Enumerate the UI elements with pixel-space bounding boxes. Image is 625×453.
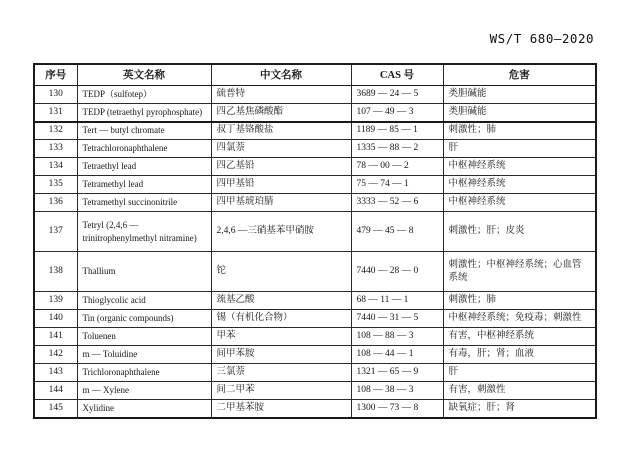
cas-number-cell: 7440 — 31 — 5 [351, 310, 443, 328]
table-row [34, 212, 596, 252]
serial-number-cell: 130 [34, 86, 77, 104]
cas-number-cell: 1335 — 88 — 2 [351, 140, 443, 158]
serial-number-cell: 133 [34, 140, 77, 158]
cas-number-cell: 68 — 11 — 1 [351, 292, 443, 310]
table-row [34, 328, 596, 346]
cas-number-cell: 3333 — 52 — 6 [351, 194, 443, 212]
cas-number-cell: 75 — 74 — 1 [351, 176, 443, 194]
hazard-cell: 缺氧症；肝；肾 [443, 400, 596, 418]
english-name-cell: Tetrachloronaphthalene [77, 140, 211, 158]
header-hazard: 危害 [443, 64, 596, 86]
table-row [34, 292, 596, 310]
serial-number-cell: 142 [34, 346, 77, 364]
serial-number-cell: 131 [34, 104, 77, 122]
table-row [34, 252, 596, 292]
chinese-name-cell: 四甲基琥珀腈 [211, 194, 351, 212]
cas-number-cell: 108 — 88 — 3 [351, 328, 443, 346]
english-name-cell: m — Xylene [77, 382, 211, 400]
header-english-name: 英文名称 [77, 64, 211, 86]
table-row [34, 346, 596, 364]
english-name-cell: Toluenen [77, 328, 211, 346]
serial-number-cell: 137 [34, 212, 77, 252]
cas-number-cell: 7440 — 28 — 0 [351, 252, 443, 292]
chinese-name-cell: 四乙基焦磷酸酯 [211, 104, 351, 122]
english-name-cell: Tetryl (2,4,6 — trinitrophenylmethyl nitramine) [77, 212, 211, 252]
serial-number-cell: 136 [34, 194, 77, 212]
hazard-cell: 刺激性；肺 [443, 122, 596, 140]
chinese-name-cell: 硫普特 [211, 86, 351, 104]
serial-number-cell: 145 [34, 400, 77, 418]
serial-number-cell: 132 [34, 122, 77, 140]
chinese-name-cell: 间二甲苯 [211, 382, 351, 400]
chinese-name-cell: 四甲基铅 [211, 176, 351, 194]
hazard-cell: 有害，刺激性 [443, 382, 596, 400]
table-row [34, 122, 596, 140]
english-name-cell: Tetraethyl lead [77, 158, 211, 176]
english-name-cell: Trichloronaphthalene [77, 364, 211, 382]
hazard-cell: 肝 [443, 364, 596, 382]
hazard-cell: 刺激性；肝；皮炎 [443, 212, 596, 252]
chinese-name-cell: 三氯萘 [211, 364, 351, 382]
header-cas-number: CAS 号 [351, 64, 443, 86]
table-row [34, 400, 596, 418]
table-row [34, 176, 596, 194]
chinese-name-cell: 间甲苯胺 [211, 346, 351, 364]
table-row [34, 140, 596, 158]
english-name-cell: TEDP (tetraethyl pyrophosphate) [77, 104, 211, 122]
english-name-cell: Thioglycolic acid [77, 292, 211, 310]
hazard-cell: 中枢神经系统 [443, 194, 596, 212]
header-serial-number: 序号 [34, 64, 77, 86]
hazard-cell: 中枢神经系统 [443, 176, 596, 194]
english-name-cell: Tert — butyl chromate [77, 122, 211, 140]
hazard-cell: 有毒，肝；肾；血液 [443, 346, 596, 364]
cas-number-cell: 1300 — 73 — 8 [351, 400, 443, 418]
english-name-cell: Thallium [77, 252, 211, 292]
english-name-cell: Xylidine [77, 400, 211, 418]
hazard-cell: 中枢神经系统 [443, 158, 596, 176]
english-name-cell: TEDP（sulfotep） [77, 86, 211, 104]
standard-code-header: WS/T 680—2020 [489, 31, 594, 46]
serial-number-cell: 135 [34, 176, 77, 194]
serial-number-cell: 140 [34, 310, 77, 328]
serial-number-cell: 134 [34, 158, 77, 176]
english-name-cell: Tin (organic compounds) [77, 310, 211, 328]
serial-number-cell: 138 [34, 252, 77, 292]
chinese-name-cell: 铊 [211, 252, 351, 292]
table-row [34, 310, 596, 328]
cas-number-cell: 479 — 45 — 8 [351, 212, 443, 252]
table-row [34, 104, 596, 122]
chinese-name-cell: 四氯萘 [211, 140, 351, 158]
chinese-name-cell: 巯基乙酸 [211, 292, 351, 310]
cas-number-cell: 107 — 49 — 3 [351, 104, 443, 122]
hazard-cell: 肝 [443, 140, 596, 158]
table-row [34, 364, 596, 382]
cas-number-cell: 108 — 44 — 1 [351, 346, 443, 364]
table-row [34, 86, 596, 104]
english-name-cell: Tetramethyl succinonitrile [77, 194, 211, 212]
cas-number-cell: 1321 — 65 — 9 [351, 364, 443, 382]
hazard-cell: 类胆碱能 [443, 86, 596, 104]
hazard-cell: 刺激性；中枢神经系统；心血管系统 [443, 252, 596, 292]
table-row [34, 158, 596, 176]
hazard-cell: 刺激性；肺 [443, 292, 596, 310]
serial-number-cell: 144 [34, 382, 77, 400]
serial-number-cell: 139 [34, 292, 77, 310]
serial-number-cell: 143 [34, 364, 77, 382]
hazard-cell: 类胆碱能 [443, 104, 596, 122]
table-row [34, 194, 596, 212]
table-header-row [34, 64, 596, 86]
header-chinese-name: 中文名称 [211, 64, 351, 86]
chinese-name-cell: 叔丁基铬酸盐 [211, 122, 351, 140]
cas-number-cell: 78 — 00 — 2 [351, 158, 443, 176]
hazard-cell: 中枢神经系统；免疫毒；刺激性 [443, 310, 596, 328]
chinese-name-cell: 二甲基苯胺 [211, 400, 351, 418]
hazard-cell: 有害，中枢神经系统 [443, 328, 596, 346]
serial-number-cell: 141 [34, 328, 77, 346]
chinese-name-cell: 四乙基铅 [211, 158, 351, 176]
cas-number-cell: 3689 — 24 — 5 [351, 86, 443, 104]
chinese-name-cell: 锡（有机化合物） [211, 310, 351, 328]
cas-number-cell: 1189 — 85 — 1 [351, 122, 443, 140]
chinese-name-cell: 2,4,6 —三硝基苯甲硝胺 [211, 212, 351, 252]
chinese-name-cell: 甲苯 [211, 328, 351, 346]
english-name-cell: m — Toluidine [77, 346, 211, 364]
english-name-cell: Tetramethyl lead [77, 176, 211, 194]
table-row [34, 382, 596, 400]
chemical-hazard-table [33, 63, 597, 419]
cas-number-cell: 108 — 38 — 3 [351, 382, 443, 400]
